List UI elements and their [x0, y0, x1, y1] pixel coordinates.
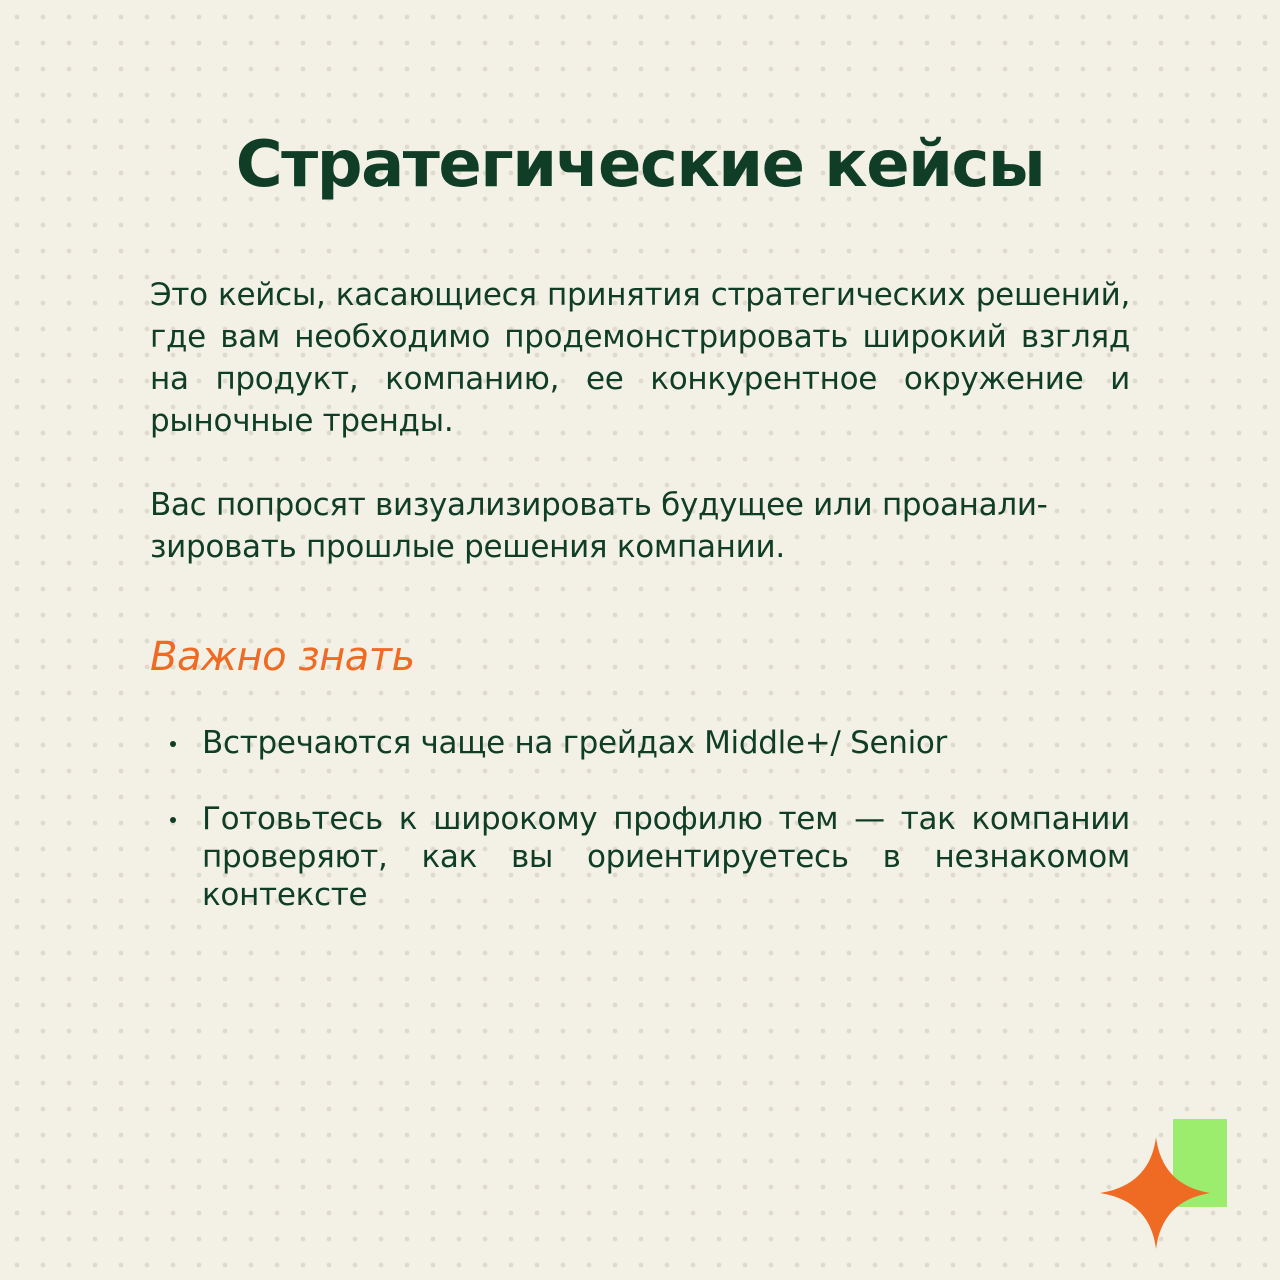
page-title: Стратегические кейсы [235, 128, 1045, 202]
list-item [150, 724, 1130, 762]
important-heading: Важно знать [150, 634, 415, 680]
list-item [150, 800, 1130, 914]
decoration [1095, 1115, 1235, 1255]
list-item-text: Встречаются чаще на грейдах Middle+/ Senior [202, 725, 947, 761]
important-list [150, 724, 1130, 914]
followup-paragraph: Вас попросят визуализировать будущее или проанали- зировать прошлые решения компании. [150, 487, 1048, 565]
bullet-icon [170, 741, 176, 747]
list-item-text: Готовьтесь к широкому профилю тем — так компании проверяют, как вы ориентируетесь в незнакомом контексте [202, 801, 1130, 913]
bullet-icon [170, 817, 176, 823]
intro-paragraph: Это кейсы, касающиеся принятия стратегических решений, где вам необходимо продемонстрировать широкий взгляд на продукт, компанию, ее конкурентное окружение и рыночные тренды. [150, 277, 1130, 439]
